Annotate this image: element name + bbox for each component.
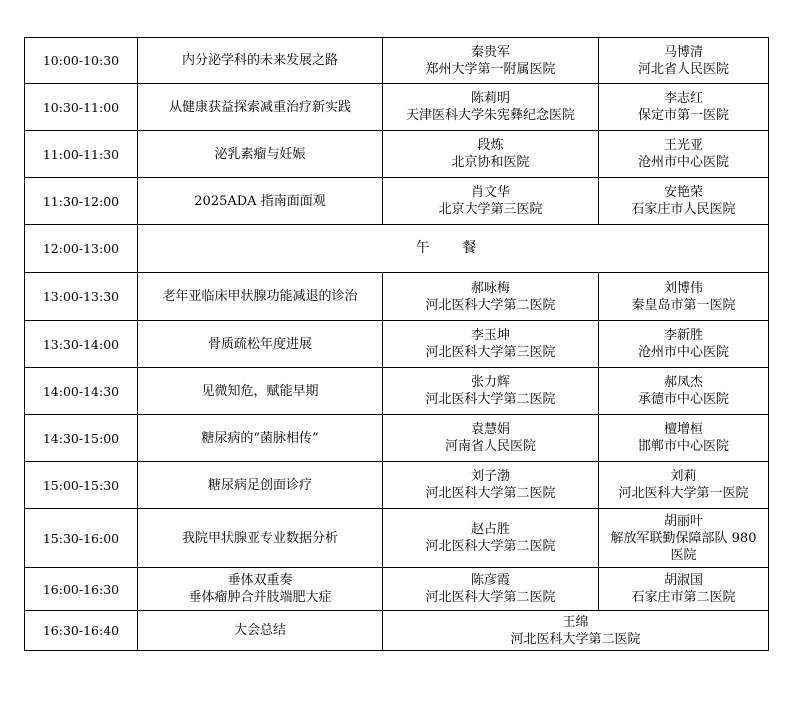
host-name: 郝凤杰 [663,375,703,390]
speaker-name: 王绵 [562,614,589,630]
host-name: 胡淑国 [663,573,703,588]
host-org: 沧州市中心医院 [637,345,729,360]
host-cell [599,321,769,368]
host-org: 石家庄市第二医院 [631,590,736,605]
host-org: 石家庄市人民医院 [631,202,736,217]
speaker-org: 河北医科大学第二医院 [425,486,556,501]
topic-cell [138,273,383,321]
host-name: 刘博伟 [663,280,703,296]
table-row [25,131,769,178]
host-org: 河北医科大学第一医院 [618,486,749,501]
time-text: 15:00-15:30 [42,477,120,493]
time-cell [25,368,138,415]
table-row [25,509,769,568]
speaker-name: 李玉坤 [470,328,510,343]
topic-cell [138,84,383,131]
topic-cell [138,178,383,225]
host-cell [599,462,769,509]
host-cell [599,273,769,321]
speaker-name: 段炼 [477,138,504,153]
host-org: 医院 [670,547,697,563]
time-text: 15:30-16:00 [42,530,120,546]
topic-line: 糖尿病足创面诊疗 [207,477,312,493]
table-row [25,178,769,225]
table-row [25,568,769,611]
time-text: 13:30-14:00 [42,336,120,352]
speaker-org: 河南省人民医院 [444,439,536,454]
topic-cell [138,38,383,84]
speaker-cell [383,178,599,225]
host-cell [599,415,769,462]
host-name: 李新胜 [663,328,703,343]
time-text: 16:00-16:30 [42,581,120,597]
speaker-name: 肖文华 [470,185,510,200]
time-text: 13:00-13:30 [42,289,120,304]
speaker-cell [383,38,599,84]
topic-line: 老年亚临床甲状腺功能减退的诊治 [162,289,358,304]
speaker-org: 河北医科大学第二医院 [425,590,556,605]
host-cell [599,568,769,611]
topic-cell [138,415,383,462]
speaker-org: 河北医科大学第二医院 [510,631,641,647]
topic-line: 垂体双重奏 [227,573,293,588]
speaker-cell [383,611,769,651]
host-name: 安艳荣 [663,185,703,200]
host-org: 承德市中心医院 [637,392,729,407]
speaker-name: 张力辉 [470,375,510,390]
speaker-name: 袁慧娟 [470,422,510,437]
schedule-body [25,38,769,651]
time-text: 16:30-16:40 [42,623,120,638]
topic-line: 骨质疏松年度进展 [207,336,312,352]
host-name: 胡丽叶 [663,513,703,529]
speaker-name: 陈彦霞 [470,573,510,588]
topic-line: 见微知危，赋能早期 [201,383,319,399]
topic-cell [138,568,383,611]
host-cell [599,84,769,131]
table-row [25,611,769,651]
topic-cell [138,462,383,509]
speaker-cell [383,415,599,462]
speaker-org: 河北医科大学第二医院 [425,392,556,407]
topic-cell [138,368,383,415]
topic-line: 泌乳素瘤与妊娠 [214,146,306,162]
speaker-cell [383,368,599,415]
time-cell [25,38,138,84]
host-cell [599,509,769,568]
host-name: 马博清 [663,44,703,60]
host-org: 保定市第一医院 [637,108,729,123]
time-cell [25,84,138,131]
time-cell [25,321,138,368]
host-org: 邯郸市中心医院 [637,439,729,454]
host-name: 檀增桓 [663,422,703,437]
time-text: 14:30-15:00 [42,430,120,446]
topic-cell [138,611,383,651]
speaker-name: 陈莉明 [470,91,510,106]
table-row [25,321,769,368]
table-row [25,84,769,131]
speaker-name: 赵占胜 [470,522,510,537]
time-text: 12:00-13:00 [42,241,120,256]
speaker-cell [383,131,599,178]
table-row [25,38,769,84]
speaker-org: 北京大学第三医院 [438,202,543,217]
table-row [25,273,769,321]
topic-cell [138,131,383,178]
topic-line: 糖尿病的“菌脉相传” [201,430,319,446]
speaker-org: 河北医科大学第二医院 [425,539,556,554]
time-cell [25,273,138,321]
host-name: 刘莉 [670,469,697,484]
topic-line: 从健康获益探索减重治疗新实践 [168,99,351,115]
host-org: 河北省人民医院 [637,61,729,77]
speaker-org: 河北医科大学第二医院 [425,297,556,313]
speaker-org: 河北医科大学第三医院 [425,345,556,360]
host-cell [599,38,769,84]
speaker-cell [383,462,599,509]
host-org: 解放军联勤保障部队 980 [610,530,757,546]
topic-cell [138,509,383,568]
host-cell [599,368,769,415]
time-text: 11:00-11:30 [42,146,120,162]
lunch-label: 午 餐 [415,240,491,256]
speaker-cell [383,321,599,368]
time-cell [25,611,138,651]
topic-line: 2025ADA 指南面面观 [194,193,326,209]
table-row [25,225,769,273]
speaker-cell [383,509,599,568]
host-org: 秦皇岛市第一医院 [631,297,736,313]
speaker-cell [383,273,599,321]
time-cell [25,462,138,509]
time-cell [25,509,138,568]
speaker-org: 郑州大学第一附属医院 [425,61,556,77]
time-text: 11:30-12:00 [42,193,120,209]
time-cell [25,568,138,611]
lunch-cell [138,225,769,273]
table-row [25,462,769,509]
speaker-name: 刘子渤 [470,469,510,484]
time-text: 14:00-14:30 [42,383,120,399]
topic-line: 垂体瘤肿合并肢端肥大症 [188,590,332,605]
topic-line: 内分泌学科的未来发展之路 [181,53,338,68]
host-cell [599,131,769,178]
speaker-cell [383,84,599,131]
topic-cell [138,321,383,368]
host-org: 沧州市中心医院 [637,155,729,170]
host-cell [599,178,769,225]
time-cell [25,178,138,225]
table-row [25,415,769,462]
time-text: 10:00-10:30 [42,53,120,68]
host-name: 李志红 [663,91,703,106]
speaker-cell [383,568,599,611]
time-text: 10:30-11:00 [42,99,120,115]
schedule-table [24,37,769,651]
host-name: 王光亚 [663,138,703,153]
time-cell [25,415,138,462]
topic-line: 大会总结 [233,623,286,638]
time-cell [25,131,138,178]
speaker-org: 天津医科大学朱宪彝纪念医院 [405,108,575,123]
speaker-name: 秦贵军 [470,44,510,60]
time-cell [25,225,138,273]
table-row [25,368,769,415]
speaker-name: 郝咏梅 [470,280,510,296]
speaker-org: 北京协和医院 [451,155,530,170]
topic-line: 我院甲状腺亚专业数据分析 [181,530,338,546]
